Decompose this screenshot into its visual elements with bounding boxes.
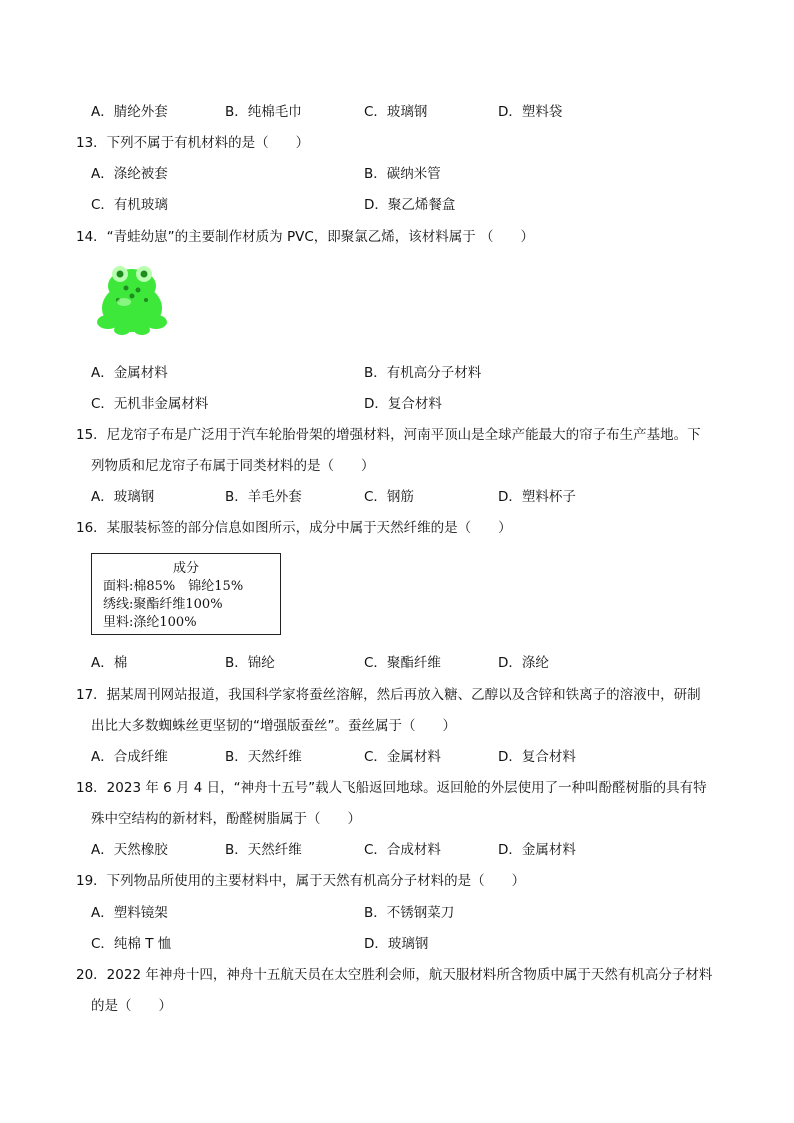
q16-option-a[interactable]: A．棉: [91, 655, 128, 671]
q12-option-d[interactable]: D．塑料袋: [498, 104, 563, 120]
label-row-fabric: 面料:棉85% 锦纶15%: [103, 579, 244, 594]
q18-option-a[interactable]: A．天然橡胶: [91, 842, 168, 858]
q19-stem: 19．下列物品所使用的主要材料中，属于天然有机高分子材料的是（ ）: [76, 873, 526, 889]
frog-toy-image: [88, 256, 174, 342]
q17-stem-line1: 17．据某周刊网站报道，我国科学家将蚕丝溶解，然后再放入糖、乙醇以及含锌和铁离子的溶液中，研制: [76, 687, 701, 703]
q17-option-c[interactable]: C．金属材料: [364, 749, 441, 765]
q13-option-c[interactable]: C．有机玻璃: [91, 197, 168, 213]
frog-spot: [144, 298, 148, 302]
q12-option-a[interactable]: A．腈纶外套: [91, 104, 168, 120]
q13-option-b[interactable]: B．碳纳米管: [364, 166, 441, 182]
q19-option-b[interactable]: B．不锈钢菜刀: [364, 905, 455, 921]
frog-spot: [124, 286, 129, 291]
frog-right-leg: [145, 315, 167, 329]
q19-option-a[interactable]: A．塑料镜架: [91, 905, 168, 921]
q15-stem-line1: 15．尼龙帘子布是广泛用于汽车轮胎骨架的增强材料，河南平顶山是全球产能最大的帘子布生产基地。下: [76, 427, 701, 443]
label-row-lining: 里料:涤纶100%: [103, 615, 197, 630]
q16-option-c[interactable]: C．聚酯纤维: [364, 655, 441, 671]
q18-option-d[interactable]: D．金属材料: [498, 842, 576, 858]
frog-left-leg: [97, 315, 119, 329]
q19-option-c[interactable]: C．纯棉 T 恤: [91, 936, 172, 952]
q15-stem-line2: 列物质和尼龙帘子布属于同类材料的是（ ）: [91, 458, 375, 474]
q14-stem: 14．“青蛙幼崽”的主要制作材质为 PVC，即聚氯乙烯，该材料属于 （ ）: [76, 229, 535, 245]
q16-stem: 16．某服装标签的部分信息如图所示，成分中属于天然纤维的是（ ）: [76, 520, 512, 536]
label-row-thread: 绣线:聚酯纤维100%: [103, 597, 223, 612]
q12-option-b[interactable]: B．纯棉毛巾: [225, 104, 302, 120]
q15-option-c[interactable]: C．钢筋: [364, 489, 414, 505]
q17-option-d[interactable]: D．复合材料: [498, 749, 576, 765]
q16-option-b[interactable]: B．锦纶: [225, 655, 275, 671]
q18-stem-line1: 18．2023 年 6 月 4 日，“神舟十五号”载人飞船返回地球。返回舱的外层使用了一种叫酚醛树脂的具有特: [76, 780, 707, 796]
frog-highlight: [117, 298, 131, 306]
frog-left-pupil: [117, 271, 124, 278]
frog-right-foot: [134, 325, 150, 335]
frog-left-foot: [114, 325, 130, 335]
q15-option-b[interactable]: B．羊毛外套: [225, 489, 302, 505]
q17-stem-line2: 出比大多数蜘蛛丝更坚韧的“增强版蚕丝”。蚕丝属于（ ）: [91, 718, 456, 734]
q17-option-b[interactable]: B．天然纤维: [225, 749, 302, 765]
q12-option-c[interactable]: C．玻璃钢: [364, 104, 428, 120]
q18-option-c[interactable]: C．合成材料: [364, 842, 441, 858]
frog-spot: [136, 288, 141, 293]
q13-option-a[interactable]: A．涤纶被套: [91, 166, 168, 182]
q18-stem-line2: 殊中空结构的新材料，酚醛树脂属于（ ）: [91, 811, 361, 827]
q14-option-a[interactable]: A．金属材料: [91, 365, 168, 381]
q19-option-d[interactable]: D．玻璃钢: [364, 936, 429, 952]
q15-option-d[interactable]: D．塑料杯子: [498, 489, 576, 505]
q15-option-a[interactable]: A．玻璃钢: [91, 489, 155, 505]
frog-spot: [130, 294, 135, 299]
q16-option-d[interactable]: D．涤纶: [498, 655, 549, 671]
q14-option-c[interactable]: C．无机非金属材料: [91, 396, 209, 412]
q17-option-a[interactable]: A．合成纤维: [91, 749, 168, 765]
q18-option-b[interactable]: B．天然纤维: [225, 842, 302, 858]
clothing-label-box: [91, 553, 281, 635]
q20-stem-line1: 20．2022 年神舟十四，神舟十五航天员在太空胜利会师，航天服材料所含物质中属于天然有机高分子材料: [76, 967, 713, 983]
q13-option-d[interactable]: D．聚乙烯餐盒: [364, 197, 456, 213]
q13-stem: 13．下列不属于有机材料的是（ ）: [76, 135, 310, 151]
q20-stem-line2: 的是（ ）: [91, 998, 172, 1014]
frog-right-pupil: [141, 271, 148, 278]
q14-option-d[interactable]: D．复合材料: [364, 396, 442, 412]
q14-option-b[interactable]: B．有机高分子材料: [364, 365, 482, 381]
label-title: 成分: [172, 561, 199, 576]
